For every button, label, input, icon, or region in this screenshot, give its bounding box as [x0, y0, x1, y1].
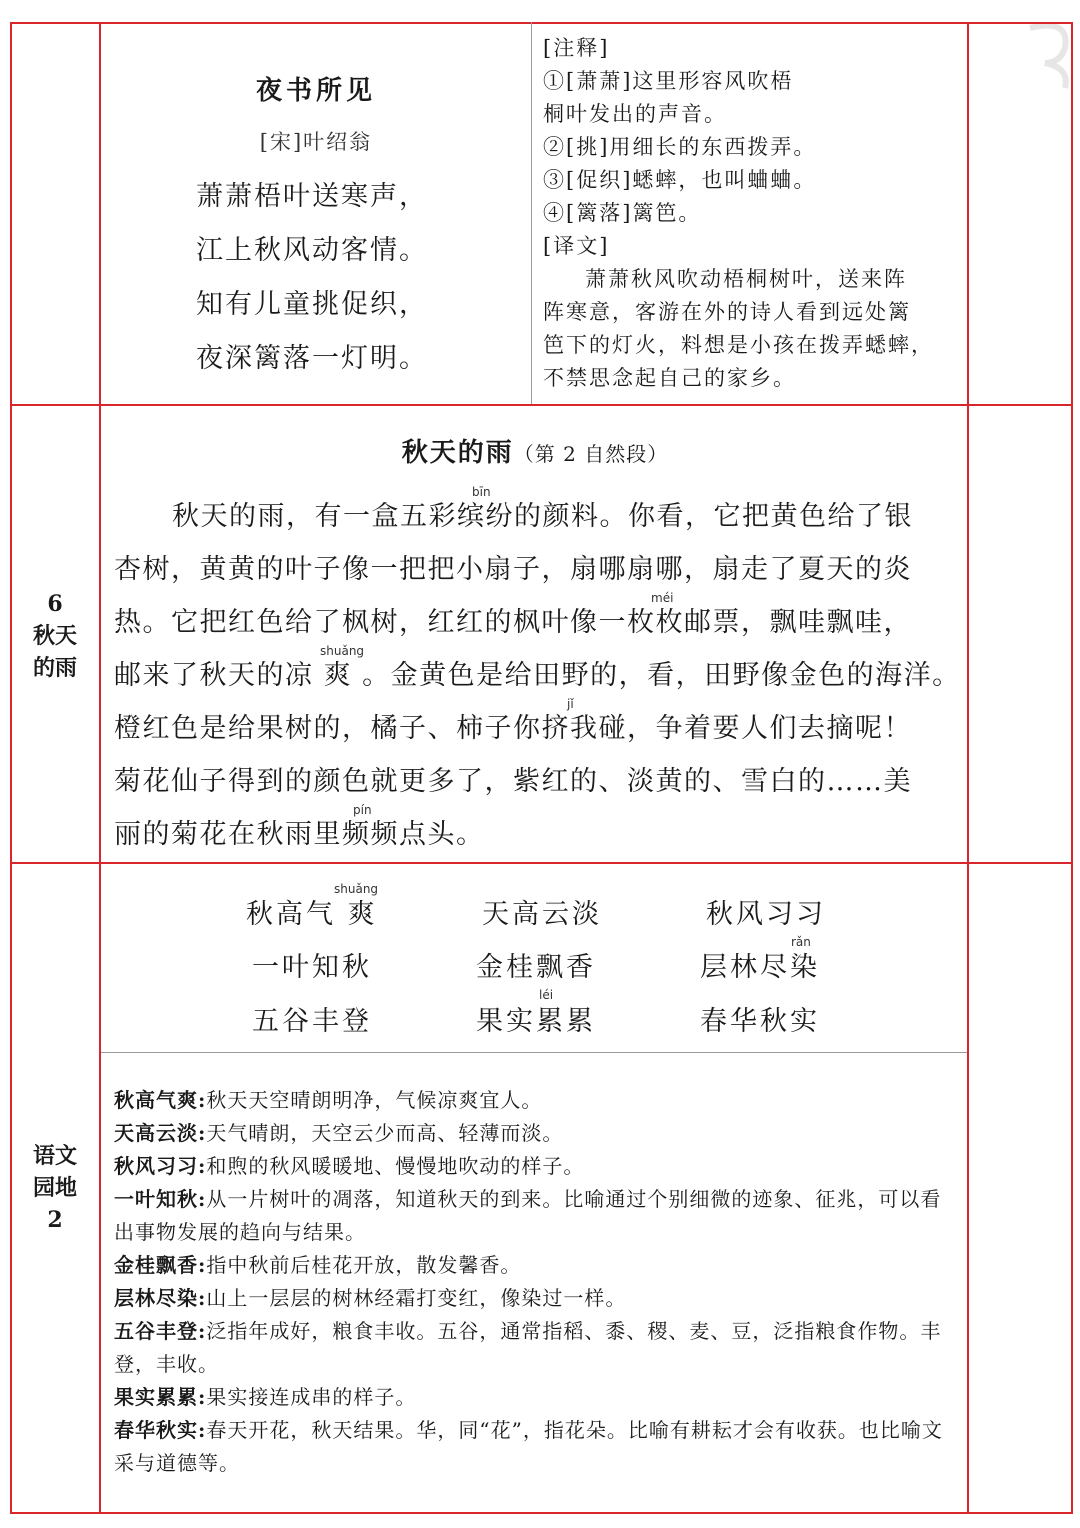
explanation-row [114, 1084, 960, 1117]
poem-line: 江上秋风动客情。 [196, 235, 428, 266]
idiom-item: 天高云淡 [482, 899, 602, 930]
explanation-term: 秋风习习: [114, 1154, 207, 1178]
idiom-item: 层林尽染 [700, 952, 820, 983]
poem-line: 夜深篱落一灯明。 [196, 343, 428, 374]
idiom-item: 果实累累 [476, 1006, 596, 1037]
explanation-row [114, 1282, 960, 1315]
explanation-text: 果实接连成串的样子。 [206, 1385, 417, 1409]
unit-label-garden-2: 语文 园地 2 [32, 1143, 77, 1233]
explanation-row [114, 1117, 960, 1150]
explanation-term: 天高云淡: [114, 1121, 207, 1145]
explanation-term: 果实累累: [114, 1385, 207, 1409]
poem-notes [543, 32, 958, 395]
rain-paragraph-line: 杏树，黄黄的叶子像一把把小扇子，扇哪扇哪，扇走了夏天的炎 [114, 554, 912, 585]
explanation-term: 春华秋实: [114, 1418, 207, 1442]
note-item: ③[促织]蟋蟀，也叫蛐蛐。 [543, 168, 817, 192]
idiom-item: 金桂飘香 [476, 952, 596, 983]
row-divider-2 [10, 862, 1073, 864]
rain-paragraph-line: 菊花仙子得到的颜色就更多了，紫红的、淡黄的、雪白的……美 [114, 766, 912, 797]
pinyin-annotation: shuǎng [334, 882, 379, 896]
explanation-text: 山上一层层的树林经霜打变红，像染过一样。 [206, 1286, 627, 1310]
translation-line: 萧萧秋风吹动梧桐树叶，送来阵 [585, 267, 907, 291]
explanation-row [114, 1315, 960, 1381]
poem-notes-divider [531, 22, 532, 404]
explanation-text: 天气晴朗，天空云少而高、轻薄而淡。 [206, 1121, 564, 1145]
pinyin-annotation: jǐ [567, 697, 574, 711]
idiom-item: 一叶知秋 [252, 952, 372, 983]
rain-title-text: 秋天的雨 [401, 438, 514, 468]
idiom-item: 五谷丰登 [252, 1006, 372, 1037]
explanation-term: 五谷丰登: [114, 1319, 207, 1343]
row-divider-1 [10, 404, 1073, 406]
translation-line: 阵寒意，客游在外的诗人看到远处篱 [543, 300, 911, 324]
label-column-divider [99, 22, 101, 1514]
pinyin-annotation: pín [353, 803, 372, 817]
explanation-term: 秋高气爽: [114, 1088, 207, 1112]
explanation-text: 和煦的秋风暖暖地、慢慢地吹动的样子。 [206, 1154, 585, 1178]
explanation-row [114, 1183, 960, 1249]
rain-title [102, 432, 968, 469]
rain-paragraph-line: 橙红色是给果树的，橘子、柿子你挤我碰，争着要人们去摘呢！ [114, 713, 912, 744]
notes-heading: [注释] [543, 36, 610, 60]
explanation-row [114, 1150, 960, 1183]
rain-subtitle: （第 2 自然段） [513, 442, 669, 466]
explanation-text: 从一片树叶的凋落，知道秋天的到来。比喻通过个别细微的迹象、征兆，可以看出事物发展的趋向与结果。 [114, 1187, 942, 1244]
rain-paragraph-line: 邮来了秋天的凉 爽 。金黄色是给田野的，看，田野像金色的海洋。 [114, 660, 961, 691]
note-item: 桐叶发出的声音。 [543, 102, 727, 126]
explanation-text: 春天开花，秋天结果。华，同“花”，指花朵。比喻有耕耘才会有收获。也比喻文采与道德等。 [114, 1418, 943, 1475]
translation-line: 笆下的灯火，料想是小孩在拨弄蟋蟀， [543, 333, 934, 357]
note-item: ②[挑]用细长的东西拨弄。 [543, 135, 817, 159]
explanation-text: 指中秋前后桂花开放，散发馨香。 [206, 1253, 522, 1277]
explanation-row [114, 1414, 960, 1480]
pinyin-annotation: rǎn [791, 935, 811, 949]
note-item: ④[篱落]篱笆。 [543, 201, 702, 225]
pinyin-annotation: méi [651, 591, 674, 605]
note-item: ①[萧萧]这里形容风吹梧 [543, 69, 794, 93]
explanation-term: 金桂飘香: [114, 1253, 207, 1277]
explanation-row [114, 1249, 960, 1282]
poem-title: 夜书所见 [255, 76, 376, 106]
idiom-explanations [114, 1084, 960, 1480]
explanation-term: 一叶知秋: [114, 1187, 207, 1211]
rain-paragraph-line: 丽的菊花在秋雨里频频点头。 [114, 819, 485, 850]
poem-author: [宋]叶绍翁 [259, 130, 373, 154]
rain-paragraph-line: 秋天的雨，有一盒五彩缤纷的颜料。你看，它把黄色给了银 [172, 501, 913, 532]
poem-line: 知有儿童挑促织， [196, 289, 428, 320]
translation-line: 不禁思念起自己的家乡。 [543, 366, 796, 390]
idiom-item: 秋风习习 [706, 899, 826, 930]
unit-label-6: 6 秋天 的雨 [32, 591, 77, 681]
rain-paragraph-line: 热。它把红色给了枫树，红红的枫叶像一枚枚邮票，飘哇飘哇， [114, 607, 912, 638]
pinyin-annotation: léi [539, 988, 554, 1002]
explanation-row [114, 1381, 960, 1414]
pinyin-annotation: shuǎng [320, 644, 365, 658]
pinyin-annotation: bīn [472, 485, 491, 499]
explanation-text: 泛指年成好，粮食丰收。五谷，通常指稻、黍、稷、麦、豆，泛指粮食作物。丰登，丰收。 [114, 1319, 942, 1376]
idiom-explanation-divider [101, 1052, 967, 1053]
explanation-term: 层林尽染: [114, 1286, 207, 1310]
idiom-item: 秋高气 爽 [246, 899, 378, 930]
translation-heading: [译文] [543, 234, 610, 258]
right-column-divider [967, 22, 969, 1514]
explanation-text: 秋天天空晴朗明净，气候凉爽宜人。 [206, 1088, 543, 1112]
idiom-item: 春华秋实 [700, 1006, 820, 1037]
poem-line: 萧萧梧叶送寒声， [196, 181, 428, 212]
